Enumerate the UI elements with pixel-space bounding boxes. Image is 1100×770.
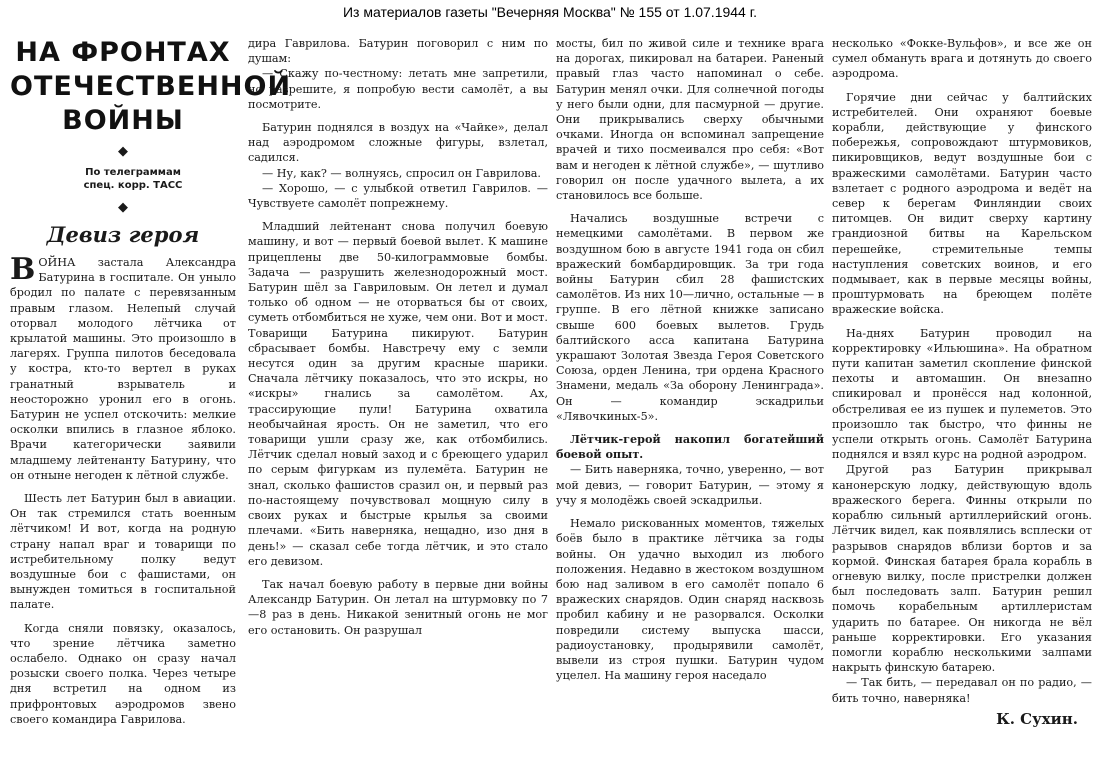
article-paragraph: — Хорошо, — с улыбкой ответил Гаврилов. — Чувствуете самолёт попрежнему.: [248, 181, 548, 211]
article-paragraph: На-днях Батурин проводил на корректировку «Ильюшина». На обратном пути капитан заметил скопление финской пехоты и автомашин. Он внезапно спикировал и пронёсся над колонной, обстреливая ее из пушек и пулеметов. Это произошло так быстро, что финны не успели открыть огонь. Самолёт Батурина поднялся и взял курс на родной аэродром.: [832, 326, 1092, 462]
byline: По телеграммам спец. корр. ТАСС: [83, 167, 183, 191]
diamond-ornament-icon: ◆: [118, 144, 128, 159]
subheadline: Девиз героя: [46, 222, 200, 247]
article-paragraph: Батурин поднялся в воздух на «Чайке», делал над аэродромом сложные фигуры, взлетал, садился.: [248, 121, 548, 165]
article-paragraph: Лётчик-герой накопил богатейший боевой опыт.: [556, 432, 824, 462]
diamond-ornament-icon: ◆: [118, 200, 128, 215]
column-4: [832, 36, 1092, 766]
article-paragraph: ВОЙНА застала Александра Батурина в госпитале. Он уныло бродил по палате с перевязанным правым глазом. Нелепый случай оторвал молодого лётчика от крылатой машины. Это произошло в лагерях. Группа пилотов беседовала у костра, кто-то вертел в руках гранатный взрыватель и неосторожно уронил его в огонь. Батурин не успел отскочить: мелкие осколки впились в глазное яблоко. Врачи категорически заявили младшему лейтенанту Батурину, что он отныне негоден к лётной службе.: [10, 252, 236, 482]
article-paragraph: Младший лейтенант снова получил боевую машину, и вот — первый боевой вылет. К машине прицеплены две 50-килограммовые бомбы. Задача — разрушить железнодорожный мост. Батурин шёл за Гавриловым. Он летел и думал только об одном — не оторваться бы от своих, суметь отбомбиться не хуже, чем они. Вот и мост. Товарищи Батурина пикируют. Батурин сбрасывает бомбы. Навстречу ему с земли несутся один за другим красные шарики. Сначала лётчику показалось, что это искры, но «искры» гнались за самолётом. Ах, трассирующие пули! Батурина охватила необычайная ярость. Он не заметил, что его товарищи ушли сразу же, как отбомбились. Лётчик сделал новый заход и с бреющего ударил по серым фигуркам из пулемёта. Батурин не знал, сколько фашистов сразил он, и первый раз по-настоящему почувствовал мощную силу в своих руках и быстрые крылья за своими плечами. «Бить наверняка, нещадно, изо дня в день!» — сказал себе тогда лётчик, и это стало его девизом.: [248, 220, 548, 568]
article-paragraph: — Бить наверняка, точно, уверенно, — вот мой девиз, — говорит Батурин, — этому я учу я молодёжь своей эскадрильи.: [556, 463, 824, 507]
source-caption: Из материалов газеты "Вечерняя Москва" № 155 от 1.07.1944 г.: [342, 4, 758, 20]
article-paragraph: — Так бить, — передавал он по радио, — бить точно, наверняка!: [832, 676, 1092, 705]
article-paragraph: Когда сняли повязку, оказалось, что зрение лётчика заметно ослабело. Однако он сразу начал розыски своего полка. Через четыре дня встретил на одном из прифронтовых аэродромов звено своего командира Гаврилова.: [10, 621, 236, 726]
article-paragraph: несколько «Фокке-Вульфов», и все же он сумел обмануть врага и дотянуть до своего аэродрома.: [832, 37, 1092, 81]
column-1: [10, 36, 292, 766]
article-paragraph: Горячие дни сейчас у балтийских истребителей. Они охраняют боевые корабли, действующие у финского побережья, сопровождают штурмовиков, пикировщиков, ведут воздушные бои с вражескими самолётами. Батурин часто взлетает с родного аэродрома и ведёт на север к берегам Финляндии своих питомцев. Он видит сверху картину грандиозной битвы на Карельском перешейке, стремительные темпы наступления советских воинов, и его подмывает, как в первые месяцы войны, проштурмовать на бреющем полёте вражеские войска.: [832, 90, 1092, 317]
drop-cap: В: [10, 252, 36, 287]
article-paragraph: — Ну, как? — волнуясь, спросил он Гаврилова.: [262, 166, 541, 180]
article-paragraph: мосты, бил по живой силе и технике врага на дорогах, пикировал на батареи. Раненый правый глаз часто напоминал о себе. Батурин менял очки. Для солнечной погоды у него были одни, для пасмурной — другие. Они прикрывались сверху обычными очками. Иногда он вспоминал запрещение врачей и тихо посмеивался про себя: «Вот вам и негоден к лётной службе», — шутливо говорил он после удачного вылета, а их становилось все больше.: [556, 37, 824, 203]
article-paragraph: Начались воздушные встречи с немецкими самолётами. В первом же воздушном бою в августе 1941 года он сбил вражеский бомбардировщик. За три года войны Батурин сбил 28 фашистских самолётов. Из них 10—лично, остальные — в группе. В его лётной книжке записано свыше 600 боевых вылетов. Грудь балтийского асса капитана Батурина украшают Золотая Звезда Героя Советского Союза, орден Ленина, три ордена Красного Знамени, медаль «За оборону Ленинграда». Он — командир эскадрильи «Лявочкиных-5».: [556, 212, 824, 423]
article-paragraph: дира Гаврилова. Батурин поговорил с ним по душам:: [248, 37, 548, 66]
article-paragraph: Другой раз Батурин прикрывал канонерскую лодку, действующую вдоль вражеского берега. Финны открыли по кораблю сильный артиллерийский огонь. Лётчик видел, как появлялись всплески от разрывов снарядов вблизи бортов и за кормой. Финская батарея брала корабль в огневую вилку, после пристрелки должен был последовать залп. Батурин решил помочь корабельным артиллеристам ударить по батарее. Он никогда не вёл раньше корректировки. Его указания помогли кораблю несколькими залпами накрыть финскую батарею.: [832, 463, 1092, 675]
article-paragraph: Так начал боевую работу в первые дни войны Александр Батурин. Он летал на штурмовку по 7—8 раз в день. Никакой зенитный огонь не мог его остановить. Он разрушал: [248, 577, 548, 637]
column-3: [556, 36, 824, 766]
author-signature: К. Сухин.: [996, 709, 1078, 728]
article-paragraph: Шесть лет Батурин был в авиации. Он так стремился стать военным лётчиком! И вот, когда на родную страну напал враг и товарищи по истребительному полку ведут воздушные бои с фашистами, он вынужден томиться в госпитальной палате.: [10, 492, 236, 612]
headline: НА ФРОНТАХ ОТЕЧЕСТВЕННОЙ ВОЙНЫ: [10, 37, 292, 136]
column-2: [248, 36, 548, 766]
article-paragraph: — Скажу по-честному: летать мне запретили, но разрешите, я попробую вести самолёт, а вы посмотрите.: [248, 67, 548, 111]
article-paragraph: Немало рискованных моментов, тяжелых боёв было в практике лётчика за годы войны. Он удачно выходил из любого положения. Недавно в жестоком воздушном бою над заливом в его самолёт попало 6 вражеских снарядов. Один снаряд насквозь пробил кабину и не разорвался. Осколки повредили систему выпуска шасси, радиоустановку, продырявили самолёт, вывели из строя пушки. Батурин чудом уцелел. На машину героя наседало: [556, 517, 824, 683]
